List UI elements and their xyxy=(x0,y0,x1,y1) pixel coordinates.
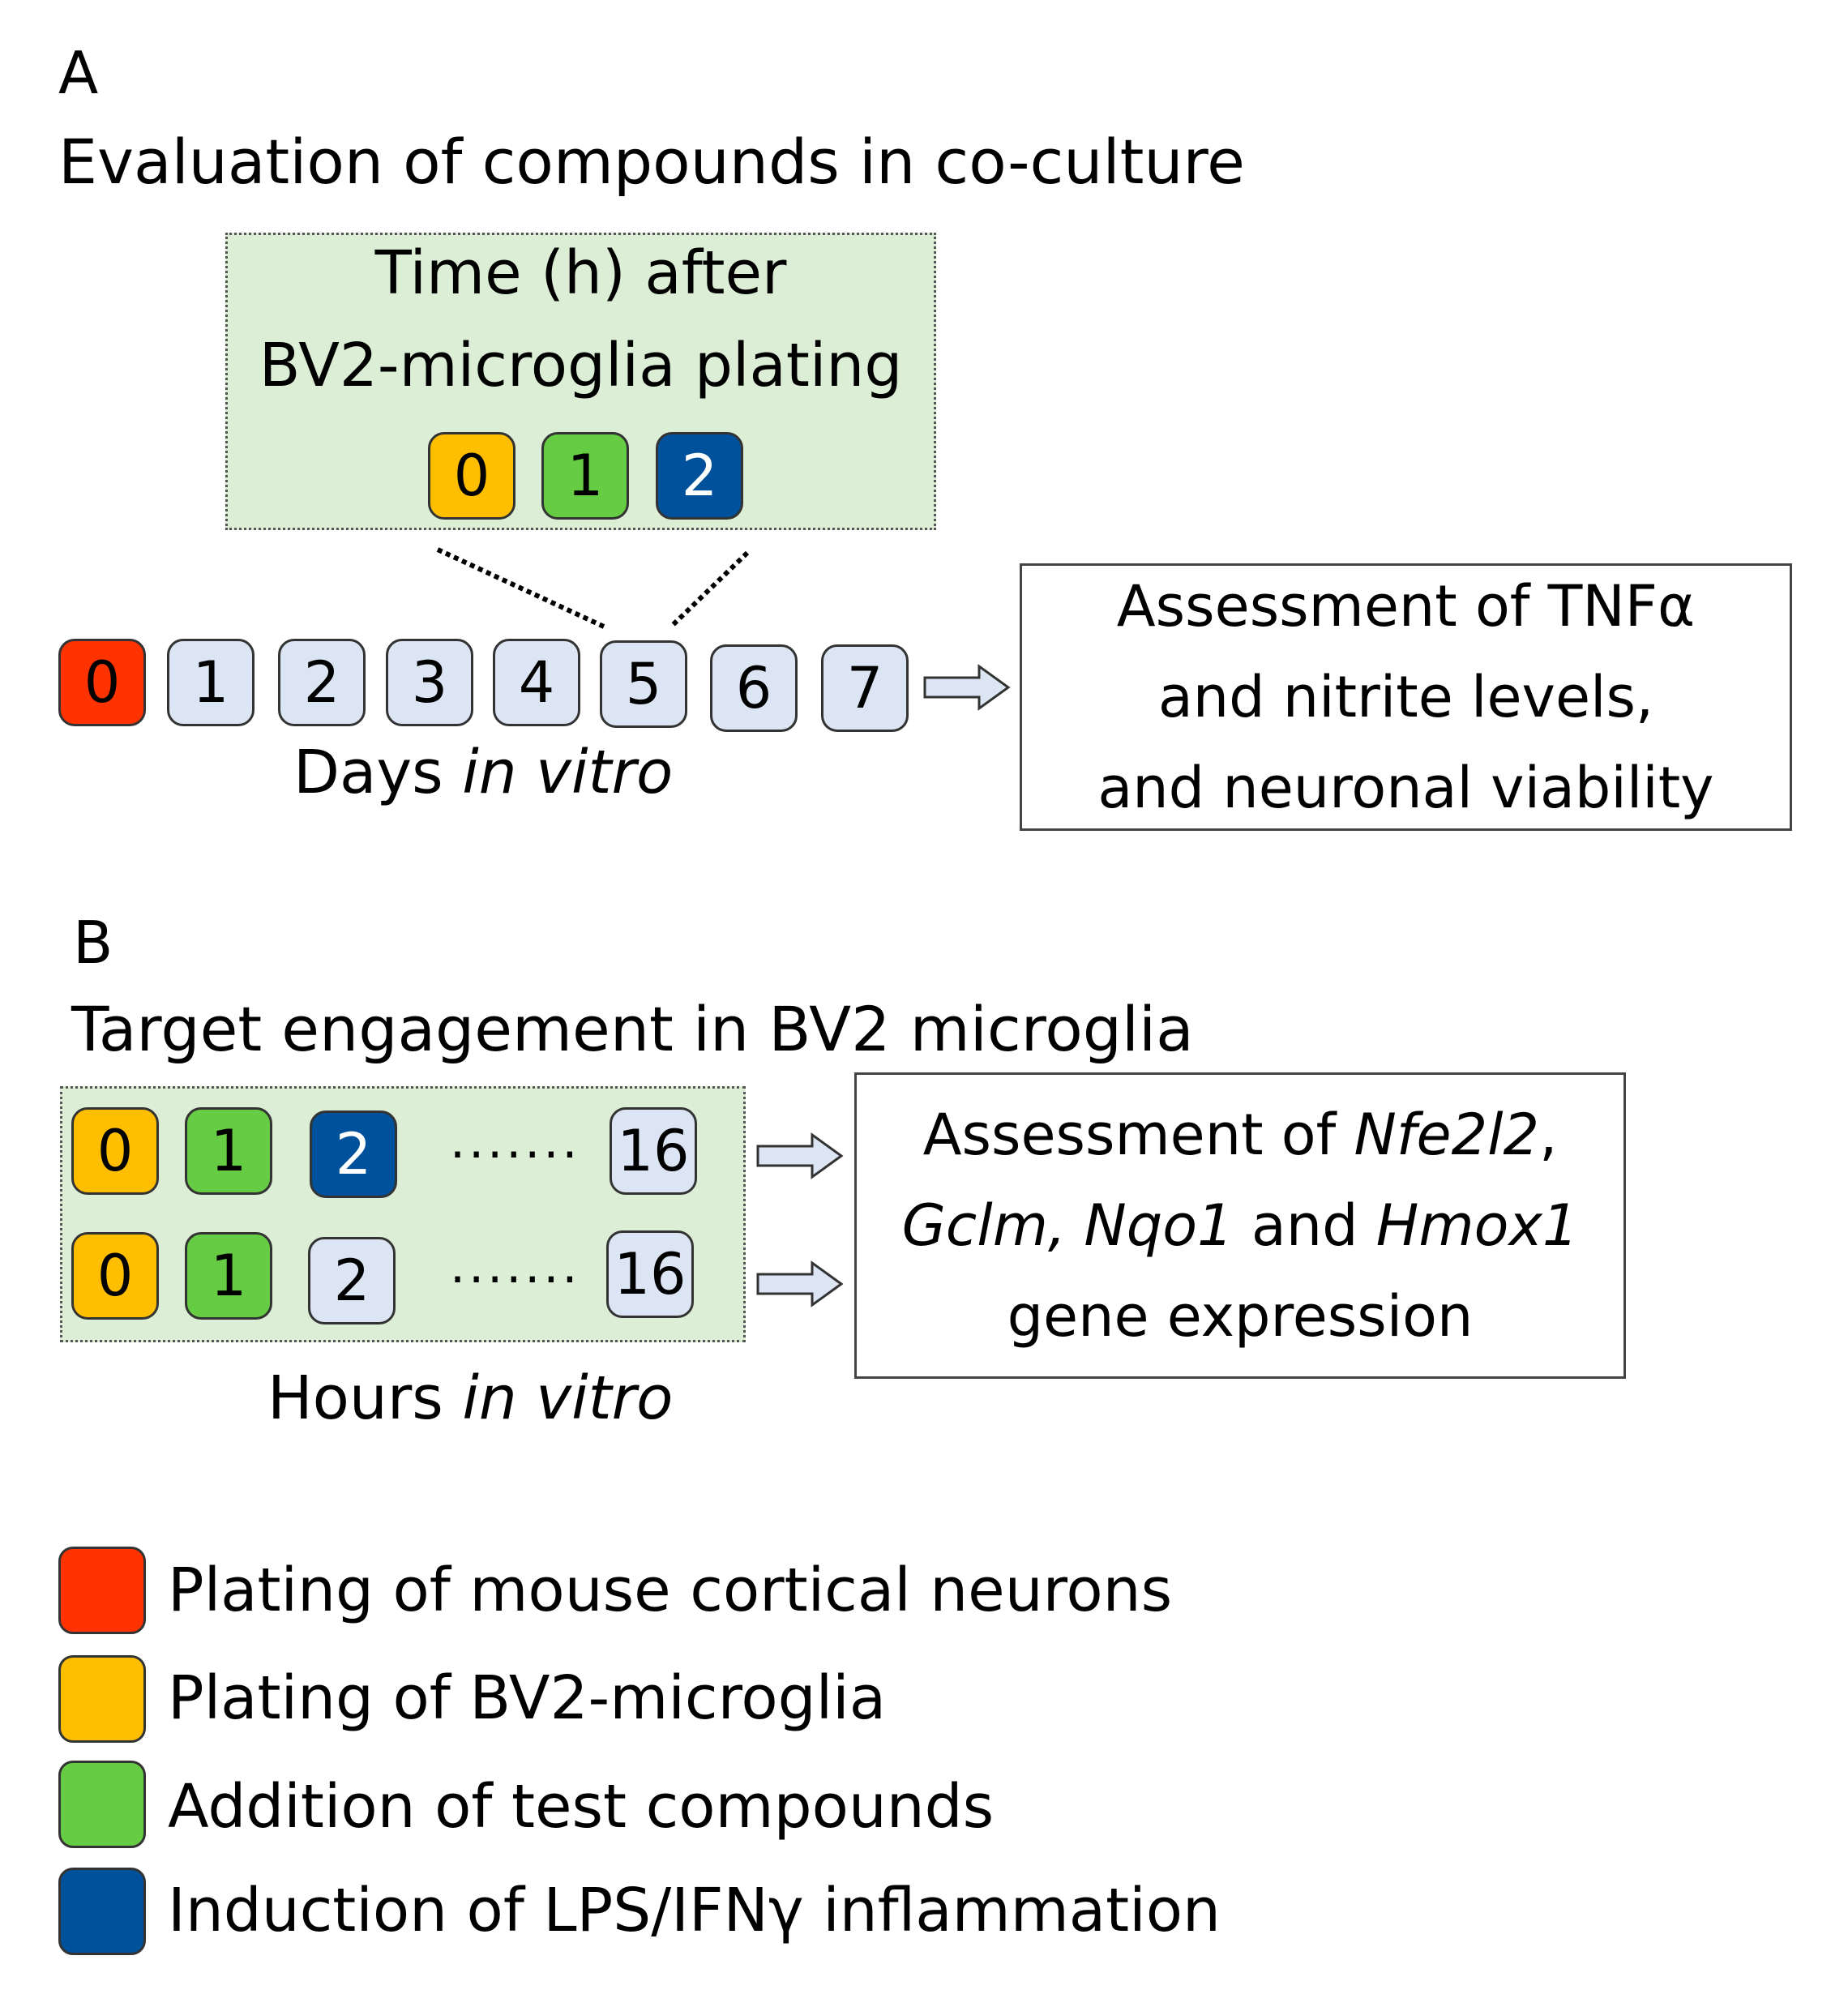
legend-swatch-microglia xyxy=(58,1655,146,1743)
panel-b-letter: B xyxy=(73,909,113,977)
arrow-right-icon xyxy=(755,1132,845,1180)
days-axis-label: Days in vitro xyxy=(293,738,674,807)
outcome-a-line2: and nitrite levels, xyxy=(1157,664,1654,730)
panel-b-title: Target engagement in BV2 microglia xyxy=(71,993,1194,1065)
day-7: 7 xyxy=(821,644,909,732)
row2-hour-16: 16 xyxy=(606,1230,694,1318)
legend-label-microglia: Plating of BV2-microglia xyxy=(168,1663,887,1733)
row1-ellipsis: ······· xyxy=(450,1127,581,1183)
day-1: 1 xyxy=(167,639,255,726)
row2-hour-2: 2 xyxy=(308,1237,396,1324)
legend-label-neurons: Plating of mouse cortical neurons xyxy=(168,1556,1173,1625)
row1-hour-0: 0 xyxy=(71,1107,159,1195)
connector-right xyxy=(671,553,747,627)
hours-axis-label: Hours in vitro xyxy=(267,1363,674,1433)
day-2: 2 xyxy=(278,639,366,726)
row2-hour-0: 0 xyxy=(71,1232,159,1320)
day-0: 0 xyxy=(58,639,146,726)
legend-swatch-neurons xyxy=(58,1547,146,1634)
day-6: 6 xyxy=(710,644,798,732)
legend-swatch-compounds xyxy=(58,1761,146,1848)
inset-title-line2: BV2-microglia plating xyxy=(259,331,903,400)
outcome-a-line1: Assessment of TNFα xyxy=(1116,573,1696,640)
inset-hour-0: 0 xyxy=(428,432,515,520)
row1-hour-2: 2 xyxy=(310,1110,397,1198)
day-4: 4 xyxy=(493,639,580,726)
outcome-b-line3: gene expression xyxy=(1007,1283,1474,1350)
inset-hour-1: 1 xyxy=(541,432,629,520)
panel-a-letter: A xyxy=(58,39,99,107)
outcome-box-a xyxy=(1020,563,1792,831)
outcome-box-b xyxy=(854,1072,1626,1379)
panel-a-title: Evaluation of compounds in co-culture xyxy=(58,126,1245,198)
outcome-b-line1: Assessment of Nfe2l2, xyxy=(922,1102,1558,1168)
inset-title-line1: Time (h) after xyxy=(374,238,787,308)
outcome-b-line2: Gclm, Nqo1 and Hmox1 xyxy=(901,1192,1579,1259)
row2-hour-1: 1 xyxy=(185,1232,272,1320)
day-3: 3 xyxy=(386,639,473,726)
legend-label-compounds: Addition of test compounds xyxy=(168,1772,995,1842)
row1-hour-16: 16 xyxy=(610,1107,697,1195)
day-5: 5 xyxy=(600,640,687,728)
inset-hour-2: 2 xyxy=(656,432,743,520)
outcome-a-line3: and neuronal viability xyxy=(1097,755,1714,821)
arrow-right-icon xyxy=(755,1260,845,1308)
legend-label-inflammation: Induction of LPS/IFNγ inflammation xyxy=(168,1876,1221,1945)
row1-hour-1: 1 xyxy=(185,1107,272,1195)
arrow-right-icon xyxy=(922,663,1012,712)
row2-ellipsis: ······· xyxy=(450,1252,581,1308)
connector-left xyxy=(438,550,604,627)
legend-swatch-inflammation xyxy=(58,1868,146,1955)
